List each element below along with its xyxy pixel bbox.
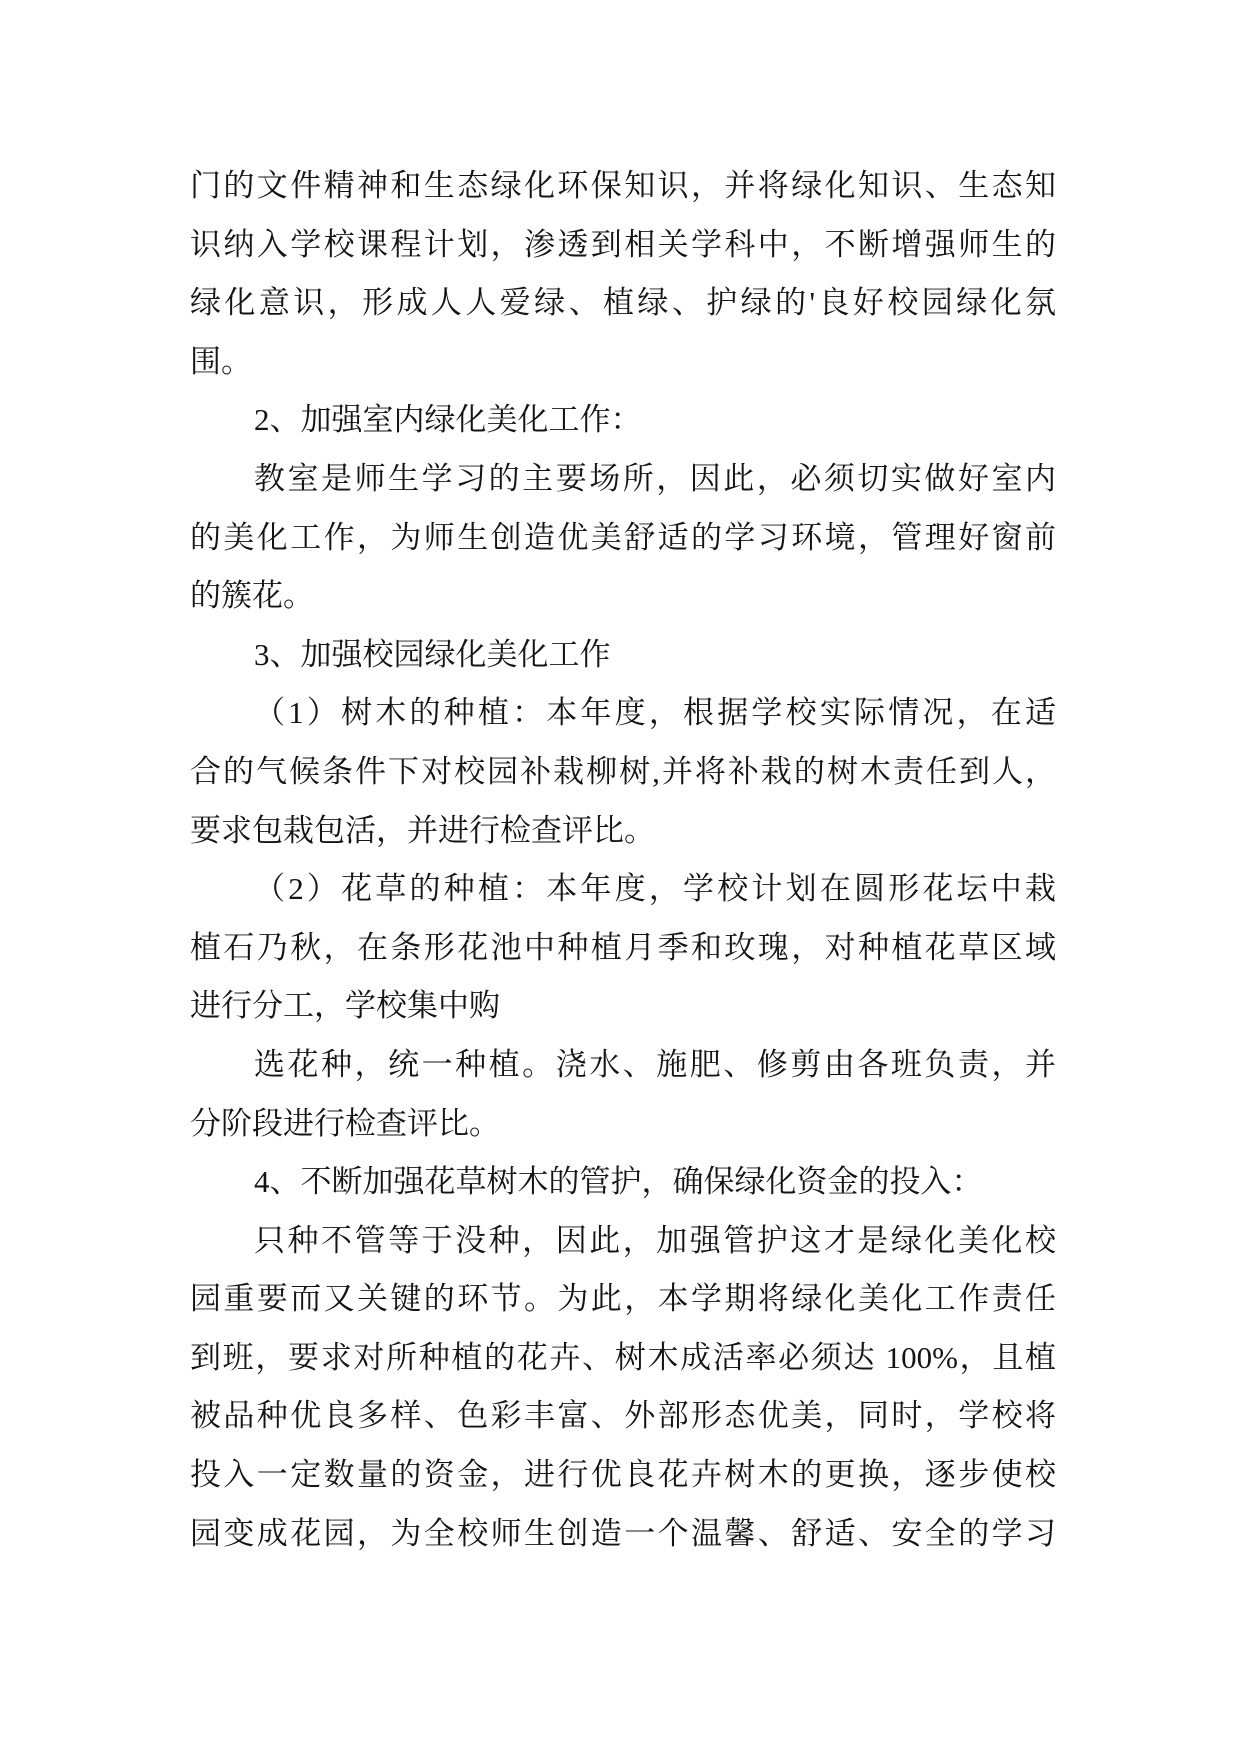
text-line: （2）花草的种植：本年度，学校计划在圆形花坛中栽: [254, 871, 1056, 907]
text-line: 进行分工，学校集中购: [190, 988, 500, 1024]
paragraph: [190, 1212, 1056, 1564]
section-heading-3: [190, 626, 1056, 685]
text-line: 选花种，统一种植。浇水、施肥、修剪由各班负责，并: [254, 1046, 1056, 1082]
text-line: 分阶段进行检查评比。: [190, 1105, 500, 1141]
text-line: 到班，要求对所种植的花卉、树木成活率必须达 100%，且植: [190, 1339, 1056, 1375]
text-line: 园变成花园，为全校师生创造一个温馨、舒适、安全的学习: [190, 1515, 1056, 1551]
paragraph: [190, 1036, 1056, 1153]
text-line: 门的文件精神和生态绿化环保知识，并将绿化知识、生态知: [190, 168, 1056, 203]
section-heading-4: [190, 1153, 1056, 1212]
text-line: 要求包栽包活，并进行检查评比。: [190, 812, 655, 848]
paragraph-item-2: [190, 860, 1056, 1036]
text-line: 的簇花。: [190, 578, 314, 614]
text-line: 植石乃秋，在条形花池中种植月季和玫瑰，对种植花草区域: [190, 929, 1056, 965]
text-line: 绿化意识，形成人人爱绿、植绿、护绿的'良好校园绿化氛: [190, 285, 1056, 321]
text-line: 识纳入学校课程计划，渗透到相关学科中，不断增强师生的: [190, 226, 1056, 262]
text-line: （1）树木的种植：本年度，根据学校实际情况，在适: [254, 695, 1056, 731]
text-line: 园重要而又关键的环节。为此，本学期将绿化美化工作责任: [190, 1281, 1056, 1317]
heading-line: 3、加强校园绿化美化工作: [254, 636, 611, 672]
heading-line: 2、加强室内绿化美化工作：: [254, 402, 642, 438]
section-heading-2: [190, 391, 1056, 450]
paragraph: [190, 450, 1056, 626]
text-line: 围。: [190, 343, 252, 379]
text-line: 被品种优良多样、色彩丰富、外部形态优美，同时，学校将: [190, 1398, 1056, 1434]
text-line: 投入一定数量的资金，进行优良花卉树木的更换，逐步使校: [190, 1457, 1056, 1493]
paragraph-continued: [190, 157, 1056, 391]
text-line: 只种不管等于没种，因此，加强管护这才是绿化美化校: [254, 1222, 1056, 1258]
paragraph-item-1: [190, 684, 1056, 860]
text-line: 合的气候条件下对校园补栽柳树,并将补栽的树木责任到人，: [190, 753, 1056, 789]
text-line: 的美化工作，为师生创造优美舒适的学习环境，管理好窗前: [190, 519, 1056, 555]
text-line: 教室是师生学习的主要场所，因此，必须切实做好室内: [254, 460, 1056, 496]
document-body: [190, 157, 1056, 1563]
heading-line: 4、不断加强花草树木的管护，确保绿化资金的投入：: [254, 1164, 983, 1200]
